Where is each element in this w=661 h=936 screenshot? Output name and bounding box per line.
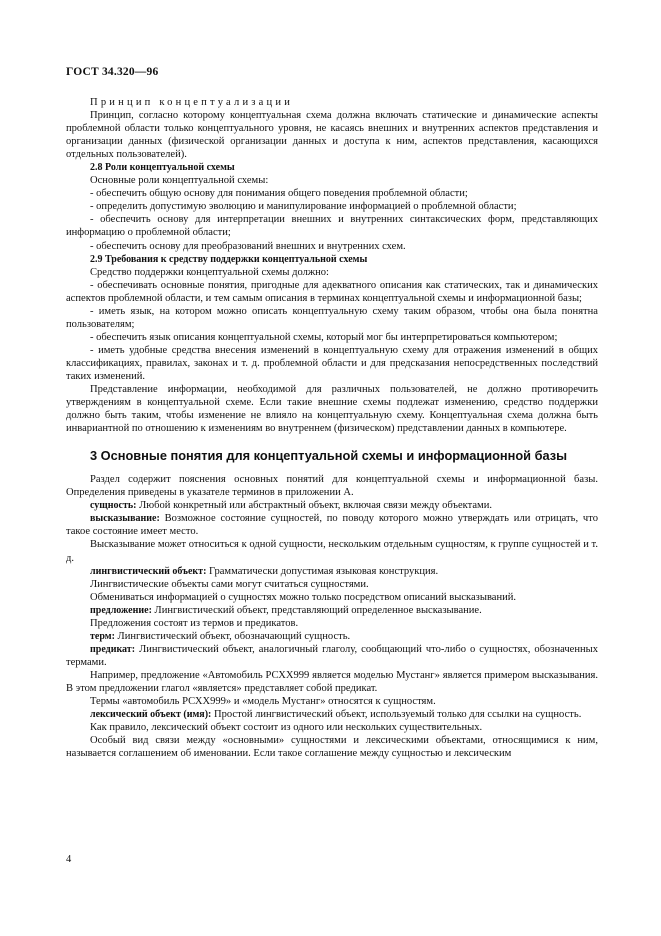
paragraph: Лингвистические объекты сами могут считаться сущностями. — [90, 578, 369, 590]
definition — [66, 499, 598, 512]
document-header: ГОСТ 34.320—96 — [66, 66, 159, 78]
term-label: высказывание: — [90, 513, 160, 525]
term-definition: Простой лингвистический объект, используемый только для ссылки на сущность. — [211, 709, 582, 721]
list-item: - обеспечить общую основу для понимания общего поведения проблемной области; — [90, 188, 468, 200]
section-heading: 3 Основные понятия для концептуальной схемы и информационной базы — [90, 448, 568, 464]
term-label: предикат: — [90, 643, 136, 655]
paragraph: Например, предложение «Автомобиль РСХХ999 является моделью Мустанг» является примером высказывания. В этом предложении глагол «является» представляет собой предикат. — [66, 669, 598, 694]
paragraph: Как правило, лексический объект состоит из одного или нескольких существительных. — [90, 722, 483, 734]
definition — [66, 604, 598, 617]
paragraph: Высказывание может относиться к одной сущности, нескольким отдельным сущностям, к группе сущностей и т. д. — [66, 539, 598, 564]
page-number: 4 — [66, 854, 72, 865]
term-label: предложение: — [90, 604, 152, 616]
subsection-heading: 2.8 Роли концептуальной схемы — [90, 162, 235, 174]
term-definition: Любой конкретный или абстрактный объект, включая связи между объектами. — [136, 500, 493, 512]
term-definition: Лингвистический объект, аналогичный глаголу, сообщающий что-либо о сущностях, обозначенных термами. — [66, 643, 598, 668]
list-item: - обеспечивать основные понятия, пригодные для адекватного описания как статических, так и динамических аспектов проблемной области, и тем самым описания в терминах концептуальной схемы и информационной базы; — [66, 279, 598, 304]
principle-title: Принцип концептуализации — [90, 97, 294, 108]
term-definition: Грамматически допустимая языковая конструкция. — [206, 565, 439, 577]
list-item: - обеспечить язык описания концептуальной схемы, который мог бы интерпретироваться компьютером; — [90, 331, 558, 343]
list-item: - обеспечить основу для интерпретации внешних и внутренних синтаксических форм, представляющих информацию о проблемной области; — [66, 214, 598, 239]
list-item: - иметь удобные средства внесения изменений в концептуальную схему для отражения изменений в общих классификациях, правилах, законах и т. д. проблемной области и для предсказания непосредственных последствий таких изменений. — [66, 344, 598, 382]
paragraph: Обмениваться информацией о сущностях можно только посредством описаний высказываний. — [90, 591, 517, 603]
term-definition: Возможное состояние сущностей, по поводу которого можно утверждать или отрицать, что такое состояние имеет место. — [66, 513, 598, 538]
term-label: лингвистический объект: — [90, 565, 207, 577]
term-label: сущность: — [90, 500, 137, 512]
list-item: - определить допустимую эволюцию и манипулирование информацией о проблемной области; — [90, 201, 517, 213]
definition — [66, 565, 598, 578]
subsection-heading: 2.9 Требования к средству поддержки концептуальной схемы — [90, 253, 368, 265]
paragraph: Принцип, согласно которому концептуальная схема должна включать статические и динамические аспекты проблемной области только концептуального уровня, не касаясь внешних и внутренних аспектов представления и организации данных (физической организации данных и доступа к ним, аспектов представления, касающихся отдельных пользователей). — [66, 110, 598, 161]
list-item: - обеспечить основу для преобразований внешних и внутренних схем. — [90, 240, 406, 252]
paragraph: Представление информации, необходимой для различных пользователей, не должно противоречить утверждениям в концептуальной схеме. Если такие внешние схемы подлежат изменению, средство поддержки должно быть таким, чтобы изменение не влияло на концептуальную схему. Концептуальная схема должна быть инвариантной по отношению к изменениям во внутреннем (физическом) представлении данных в компьютере. — [66, 384, 598, 435]
paragraph: Средство поддержки концептуальной схемы должно: — [90, 266, 329, 278]
term-label: лексический объект (имя): — [90, 709, 212, 721]
paragraph: Термы «автомобиль РСХХ999» и «модель Мустанг» относятся к сущностям. — [90, 696, 436, 708]
document-body — [66, 96, 598, 760]
term-definition: Лингвистический объект, представляющий определенное высказывание. — [151, 604, 482, 616]
paragraph: Основные роли концептуальной схемы: — [90, 175, 269, 187]
definition — [66, 708, 598, 721]
paragraph: Предложения состоят из термов и предикатов. — [90, 617, 299, 629]
paragraph: Особый вид связи между «основными» сущностями и лексическими объектами, относящимися к ним, называется соглашением об именовании. Если такое соглашение между сущностью и лексическим — [66, 735, 598, 760]
definition — [66, 643, 598, 669]
definition — [66, 512, 598, 538]
paragraph — [66, 96, 598, 109]
paragraph: Раздел содержит пояснения основных понятий для концептуальной схемы и информационной базы. Определения приведены в указателе терминов в приложении А. — [66, 474, 598, 499]
term-definition: Лингвистический объект, обозначающий сущность. — [114, 630, 351, 642]
term-label: терм: — [90, 630, 115, 642]
definition — [66, 630, 598, 643]
list-item: - иметь язык, на котором можно описать концептуальную схему таким образом, чтобы она была понятна пользователям; — [66, 305, 598, 330]
